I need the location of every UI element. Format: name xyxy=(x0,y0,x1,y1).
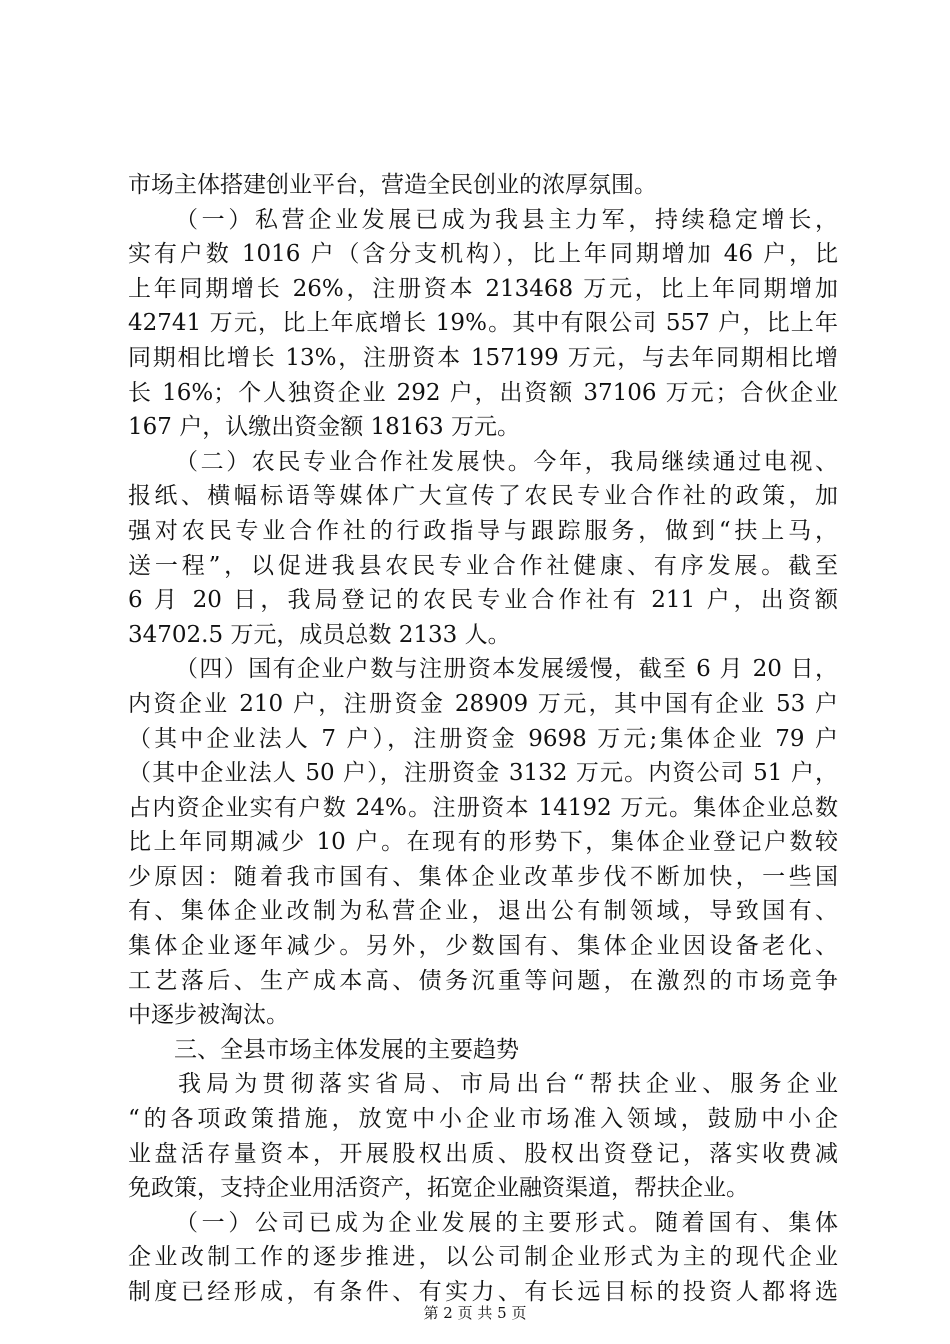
paragraph-cooperatives: （二）农民专业合作社发展快。今年，我局继续通过电视、 xyxy=(175,448,838,475)
text-line: 免政策，支持企业用活资产，拓宽企业融资渠道，帮扶企业。 xyxy=(128,1175,749,1202)
text-line: （其中企业法人 50 户），注册资金 3132 万元。内资公司 51 户， xyxy=(128,760,838,787)
text-line: 167 户，认缴出资金额 18163 万元。 xyxy=(128,414,520,441)
paragraph-private-enterprises: （一）私营企业发展已成为我县主力军，持续稳定增长， xyxy=(175,206,838,233)
paragraph-support-policy: 我局为贯彻落实省局、市局出台“帮扶企业、服务企业 xyxy=(178,1071,838,1098)
text-line: 少原因：随着我市国有、集体企业改革步伐不断加快，一些国 xyxy=(128,863,838,890)
text-line: 34702.5 万元，成员总数 2133 人。 xyxy=(128,621,511,648)
text-line: 内资企业 210 户，注册资金 28909 万元，其中国有企业 53 户 xyxy=(128,690,838,717)
text-line: 报纸、横幅标语等媒体广大宣传了农民专业合作社的政策，加 xyxy=(128,483,838,510)
text-line: 送一程”，以促进我县农民专业合作社健康、有序发展。截至 xyxy=(128,552,838,579)
text-line: 集体企业逐年减少。另外，少数国有、集体企业因设备老化、 xyxy=(128,933,838,960)
paragraph-state-enterprises: （四）国有企业户数与注册资本发展缓慢，截至 6 月 20 日， xyxy=(175,656,838,683)
text-line: 有、集体企业改制为私营企业，退出公有制领域，导致国有、 xyxy=(128,898,838,925)
text-line: 占内资企业实有户数 24%。注册资本 14192 万元。集体企业总数 xyxy=(128,794,838,821)
text-line: 业盘活存量资本，开展股权出质、股权出资登记，落实收费减 xyxy=(128,1140,838,1167)
text-line: 制度已经形成，有条件、有实力、有长远目标的投资人都将选 xyxy=(128,1279,838,1305)
text-line: （其中企业法人 7 户），注册资金 9698 万元;集体企业 79 户 xyxy=(128,725,838,752)
text-line: 市场主体搭建创业平台，营造全民创业的浓厚氛围。 xyxy=(128,172,657,198)
text-line: 同期相比增长 13%，注册资本 157199 万元，与去年同期相比增 xyxy=(128,344,838,371)
section-heading: 三、全县市场主体发展的主要趋势 xyxy=(174,1036,519,1063)
text-line: 上年同期增长 26%，注册资本 213468 万元，比上年同期增加 xyxy=(128,275,838,302)
text-line: 6 月 20 日，我局登记的农民专业合作社有 211 户，出资额 xyxy=(128,587,838,614)
text-line: 42741 万元，比上年底增长 19%。其中有限公司 557 户，比上年 xyxy=(128,310,838,337)
text-line: “的各项政策措施，放宽中小企业市场准入领域，鼓励中小企 xyxy=(128,1106,838,1133)
page-number-footer: 第 2 页 共 5 页 xyxy=(423,1304,527,1322)
text-line: 企业改制工作的逐步推进，以公司制企业形式为主的现代企业 xyxy=(128,1244,838,1271)
paragraph-company-trend: （一）公司已成为企业发展的主要形式。随着国有、集体 xyxy=(175,1209,838,1236)
text-line: 长 16%；个人独资企业 292 户，出资额 37106 万元；合伙企业 xyxy=(128,379,838,406)
document-body xyxy=(128,168,838,1310)
text-line: 中逐步被淘汰。 xyxy=(128,1002,289,1029)
text-line: 实有户数 1016 户（含分支机构），比上年同期增加 46 户，比 xyxy=(128,241,838,268)
text-line: 工艺落后、生产成本高、债务沉重等问题，在激烈的市场竞争 xyxy=(128,967,838,994)
text-line: 强对农民专业合作社的行政指导与跟踪服务，做到“扶上马， xyxy=(128,517,838,544)
text-line: 比上年同期减少 10 户。在现有的形势下，集体企业登记户数较 xyxy=(128,829,838,856)
